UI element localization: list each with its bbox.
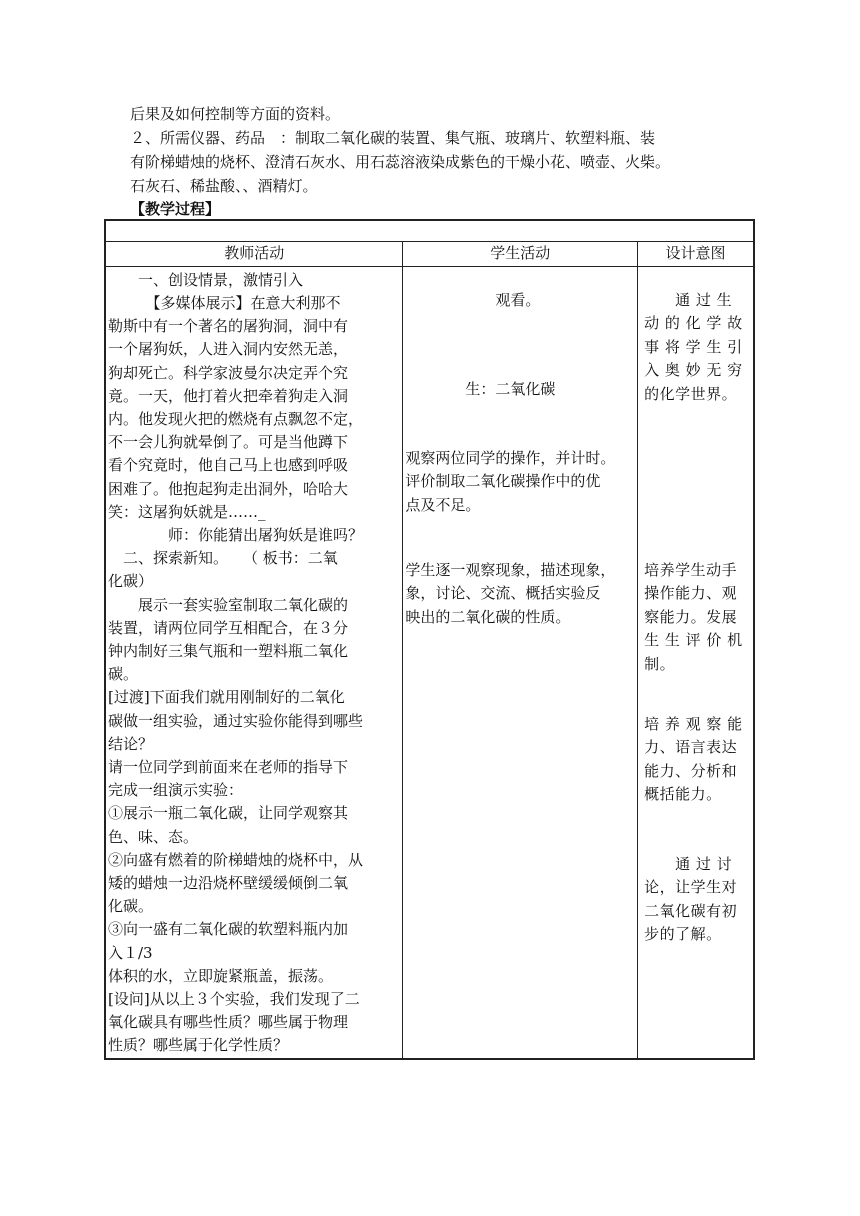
teacher-line: 一个屠狗妖，人进入洞内安然无恙， xyxy=(108,340,349,359)
design-line: 的化学世界。 xyxy=(644,384,738,403)
student-line: 点及不足。 xyxy=(405,495,481,514)
student-line: 观察两位同学的操作，并计时。 xyxy=(405,448,616,467)
teacher-line: 内。他发现火把的燃烧有点飘忽不定， xyxy=(108,409,364,428)
design-line: 制。 xyxy=(644,654,676,673)
design-line: 能力、分析和 xyxy=(644,761,738,780)
design-line: 论，让学生对 xyxy=(644,878,738,897)
teacher-line: 化碳） xyxy=(108,572,154,591)
design-line: 力、语言表达 xyxy=(644,738,738,757)
student-activity-cell xyxy=(403,266,638,1059)
intro-line-4: 石灰石、稀盐酸、、酒精灯。 xyxy=(130,177,318,195)
header-design: 设计意图 xyxy=(638,242,754,267)
student-line: 观看。 xyxy=(405,290,541,309)
design-line: 培 养 观 察 能 xyxy=(644,714,743,733)
intro-line-2: ２、所需仪器、药品 ：制取二氧化碳的装置、集气瓶、玻璃片、软塑料瓶、装 xyxy=(130,129,656,147)
design-line: 入 奥 妙 无 穷 xyxy=(644,361,743,380)
design-line: 操作能力、观 xyxy=(644,584,738,603)
teacher-line: 入１/3 xyxy=(108,943,153,962)
student-line: 学生逐一观察现象，描述现象， xyxy=(405,560,616,579)
table-spacer-row xyxy=(105,220,754,242)
teacher-activity-cell xyxy=(105,266,403,1059)
intro-line-1: 后果及如何控制等方面的资料。 xyxy=(130,105,341,123)
teacher-line: ①展示一瓶二氧化碳，让同学观察其 xyxy=(108,804,349,823)
design-line: 培养学生动手 xyxy=(644,560,738,579)
teacher-line: 不一会儿狗就晕倒了。可是当他蹲下 xyxy=(108,433,349,452)
teacher-line: 狗却死亡。科学家波曼尔决定弄个究 xyxy=(108,363,349,382)
design-line: 生 生 评 价 机 xyxy=(644,631,743,650)
teacher-line: 结论？ xyxy=(108,734,154,753)
teacher-line: 展示一套实验室制取二氧化碳的 xyxy=(108,595,349,614)
header-teacher: 教师活动 xyxy=(105,242,403,267)
teacher-line: 师：你能猜出屠狗妖是谁吗？ xyxy=(108,525,364,544)
teacher-line: 矮的蜡烛一边沿烧杯壁缓缓倾倒二氧 xyxy=(108,873,349,892)
design-line: 通 过 讨 xyxy=(644,854,733,873)
design-line: 察能力。发展 xyxy=(644,607,738,626)
teacher-line: 勒斯中有一个著名的屠狗洞，洞中有 xyxy=(108,317,349,336)
teacher-line: 体积的水，立即旋紧瓶盖，振荡。 xyxy=(108,966,334,985)
header-student: 学生活动 xyxy=(403,242,638,267)
design-line: 通 过 生 xyxy=(644,290,733,309)
teacher-line: 一、创设情景，激情引入 xyxy=(108,270,304,289)
student-line: 评价制取二氧化碳操作中的优 xyxy=(405,472,601,491)
design-line: 概括能力。 xyxy=(644,785,722,804)
student-line: 映出的二氧化碳的性质。 xyxy=(405,607,571,626)
teacher-line: 装置，请两位同学互相配合，在３分 xyxy=(108,618,349,637)
table-body-row xyxy=(105,266,754,1059)
teacher-line: 碳做一组实验，通过实验你能得到哪些 xyxy=(108,711,364,730)
design-line: 步的了解。 xyxy=(644,925,722,944)
student-line: 生：二氧化碳 xyxy=(405,379,556,398)
teacher-line: 化碳。 xyxy=(108,897,154,916)
teacher-line: 看个究竟时，他自己马上也感到呼吸 xyxy=(108,456,349,475)
design-line: 事 将 学 生 引 xyxy=(644,337,743,356)
teacher-line: ②向盛有燃着的阶梯蜡烛的烧杯中，从 xyxy=(108,850,364,869)
teacher-line: 请一位同学到前面来在老师的指导下 xyxy=(108,757,349,776)
table-header-row xyxy=(105,242,754,267)
teacher-line: 色、味、态。 xyxy=(108,827,199,846)
teacher-line: 困难了。他抱起狗走出洞外，哈哈大 xyxy=(108,479,349,498)
teacher-line: 性质？哪些属于化学性质？ xyxy=(108,1036,289,1055)
design-line: 动 的 化 学 故 xyxy=(644,314,743,333)
teacher-line: 碳。 xyxy=(108,665,139,684)
intro-line-3: 有阶梯蜡烛的烧杯、澄清石灰水、用石蕊溶液染成紫色的干燥小花、喷壶、火柴。 xyxy=(130,153,671,171)
teacher-line: [过渡]下面我们就用刚制好的二氧化 xyxy=(108,688,345,707)
teacher-line: [设问]从以上３个实验，我们发现了二 xyxy=(108,989,360,1008)
teacher-line: 竟。一天，他打着火把牵着狗走入洞 xyxy=(108,386,349,405)
teacher-line: 二、探索新知。 （ 板书：二氧 xyxy=(108,549,338,568)
teacher-line: 笑：这屠狗妖就是……_ xyxy=(108,502,266,521)
design-intent-cell xyxy=(638,266,754,1059)
section-heading: 【教学过程】 xyxy=(130,200,221,218)
lesson-table xyxy=(104,219,755,1060)
teacher-line: 钟内制好三集气瓶和一塑料瓶二氧化 xyxy=(108,641,349,660)
teacher-line: ③向一盛有二氧化碳的软塑料瓶内加 xyxy=(108,920,349,939)
teacher-line: 【多媒体展示】在意大利那不 xyxy=(108,293,341,312)
design-line: 二氧化碳有初 xyxy=(644,901,738,920)
student-line: 象，讨论、交流、概括实验反 xyxy=(405,584,601,603)
teacher-line: 氧化碳具有哪些性质？哪些属于物理 xyxy=(108,1013,349,1032)
teacher-line: 完成一组演示实验： xyxy=(108,781,244,800)
